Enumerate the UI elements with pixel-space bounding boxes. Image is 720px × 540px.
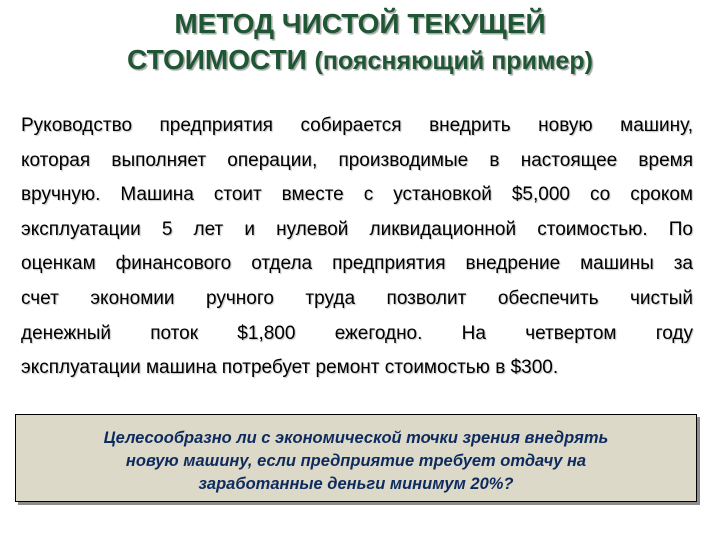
body-line: Руководство предприятия собирается внедрить новую машину, [21,115,693,136]
body-line: эксплуатации машина потребует ремонт стоимостью в $300. [21,357,559,379]
body-line: оценкам финансового отдела предприятия внедрение машины за [21,253,693,275]
title-line-2-main: СТОИМОСТИ [127,44,307,75]
body-line: счет экономии ручного труда позволит обеспечить чистый [21,287,693,309]
body-line: эксплуатации 5 лет и нулевой ликвидационной стоимостью. По [21,218,693,240]
title-line-1: МЕТОД ЧИСТОЙ ТЕКУЩЕЙ [174,8,546,39]
body-line: денежный поток $1,800 ежегодно. На четвертом году [21,322,693,344]
question-box [15,414,697,502]
question-text [26,427,686,496]
slide-title [20,6,700,79]
body-line: вручную. Машина стоит вместе с установкой $5,000 со сроком [21,184,693,206]
title-line-2 [20,42,700,79]
question-line: заработанные деньги минимум 20%? [198,475,514,493]
title-line-2-subtitle: (поясняющий пример) [314,47,593,75]
body-line: которая выполняет операции, производимые в настоящее время [21,149,693,171]
example-description [21,109,693,386]
question-line: новую машину, если предприятие требует отдачу на [125,452,587,470]
question-line: Целесообразно ли с экономической точки зрения внедрять [103,429,609,447]
